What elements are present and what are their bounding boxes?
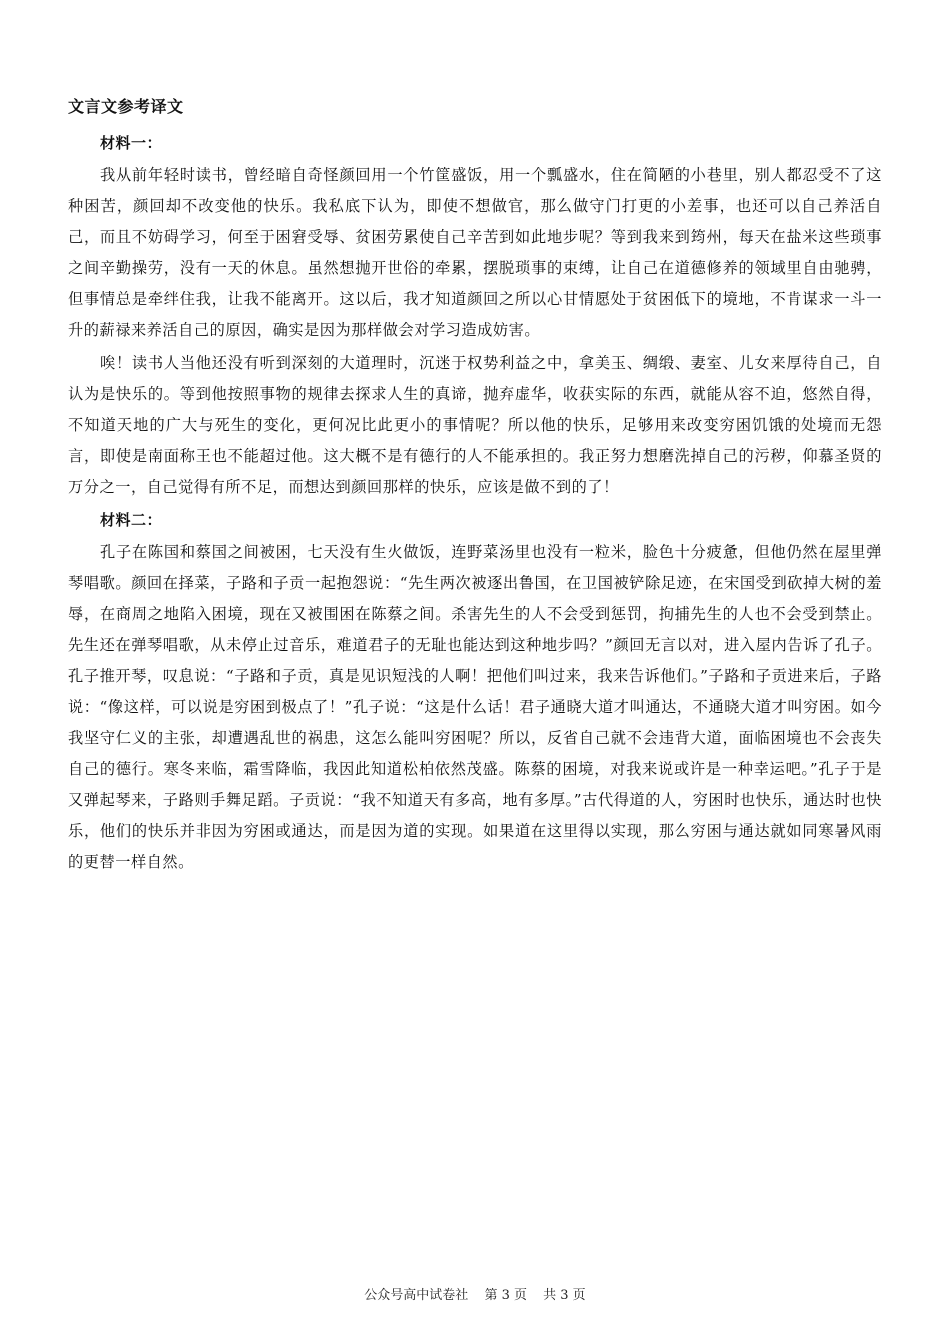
section-material-two: [68, 505, 882, 878]
paragraph: 我从前年轻时读书，曾经暗自奇怪颜回用一个竹筐盛饭，用一个瓢盛水，住在简陋的小巷里，别人都忍受不了这种困苦，颜回却不改变他的快乐。我私底下认为，即使不想做官，那么做守门打更的小差事，也还可以自己养活自己，而且不妨碍学习，何至于困窘受辱、贫困劳累使自己辛苦到如此地步呢？等到我来到筠州，每天在盐米这些琐事之间辛勤操劳，没有一天的休息。虽然想抛开世俗的牵累，摆脱琐事的束缚，让自己在道德修养的领域里自由驰骋，但事情总是牵绊住我，让我不能离开。这以后，我才知道颜回之所以心甘情愿处于贫困低下的境地，不肯谋求一斗一升的薪禄来养活自己的原因，确实是因为那样做会对学习造成妨害。: [68, 166, 882, 339]
paragraph: 唉！读书人当他还没有听到深刻的大道理时，沉迷于权势利益之中，拿美玉、绸缎、妻室、儿女来厚待自己，自认为是快乐的。等到他按照事物的规律去探求人生的真谛，抛弃虚华，收获实际的东西，就能从容不迫，悠然自得，不知道天地的广大与死生的变化，更何况比此更小的事情呢？所以他的快乐，足够用来改变穷困饥饿的处境而无怨言，即使是南面称王也不能超过他。这大概不是有德行的人不能承担的。我正努力想磨洗掉自己的污秽，仰慕圣贤的万分之一，自己觉得有所不足，而想达到颜回那样的快乐，应该是做不到的了！: [68, 354, 882, 496]
section-material-one: [68, 128, 882, 503]
footer-page-current: 第 3 页: [484, 1288, 527, 1303]
section-heading: 材料一：: [100, 134, 163, 152]
document-page: [68, 92, 882, 880]
document-title: 文言文参考译文: [68, 97, 184, 116]
footer-page-total: 共 3 页: [543, 1288, 586, 1303]
section-heading: 材料二：: [100, 511, 163, 529]
page-footer: [0, 1286, 950, 1306]
footer-source: 公众号高中试卷社: [364, 1288, 469, 1303]
paragraph: 孔子在陈国和蔡国之间被困，七天没有生火做饭，连野菜汤里也没有一粒米，脸色十分疲惫，但他仍然在屋里弹琴唱歌。颜回在择菜，子路和子贡一起抱怨说：“先生两次被逐出鲁国，在卫国被铲除足迹，在宋国受到砍掉大树的羞辱，在商周之地陷入困境，现在又被围困在陈蔡之间。杀害先生的人不会受到惩罚，拘捕先生的人也不会受到禁止。先生还在弹琴唱歌，从未停止过音乐，难道君子的无耻也能达到这种地步吗？”颜回无言以对，进入屋内告诉了孔子。孔子推开琴，叹息说：“子路和子贡，真是见识短浅的人啊！把他们叫过来，我来告诉他们。”子路和子贡进来后，子路说：“像这样，可以说是穷困到极点了！”孔子说：“这是什么话！君子通晓大道才叫通达，不通晓大道才叫穷困。如今我坚守仁义的主张，却遭遇乱世的祸患，这怎么能叫穷困呢？所以，反省自己就不会违背大道，面临困境也不会丧失自己的德行。寒冬来临，霜雪降临，我因此知道松柏依然茂盛。陈蔡的困境，对我来说或许是一种幸运吧。”孔子于是又弹起琴来，子路则手舞足蹈。子贡说：“我不知道天有多高，地有多厚。”古代得道的人，穷困时也快乐，通达时也快乐，他们的快乐并非因为穷困或通达，而是因为道的实现。如果道在这里得以实现，那么穷困与通达就如同寒暑风雨的更替一样自然。: [68, 543, 882, 871]
